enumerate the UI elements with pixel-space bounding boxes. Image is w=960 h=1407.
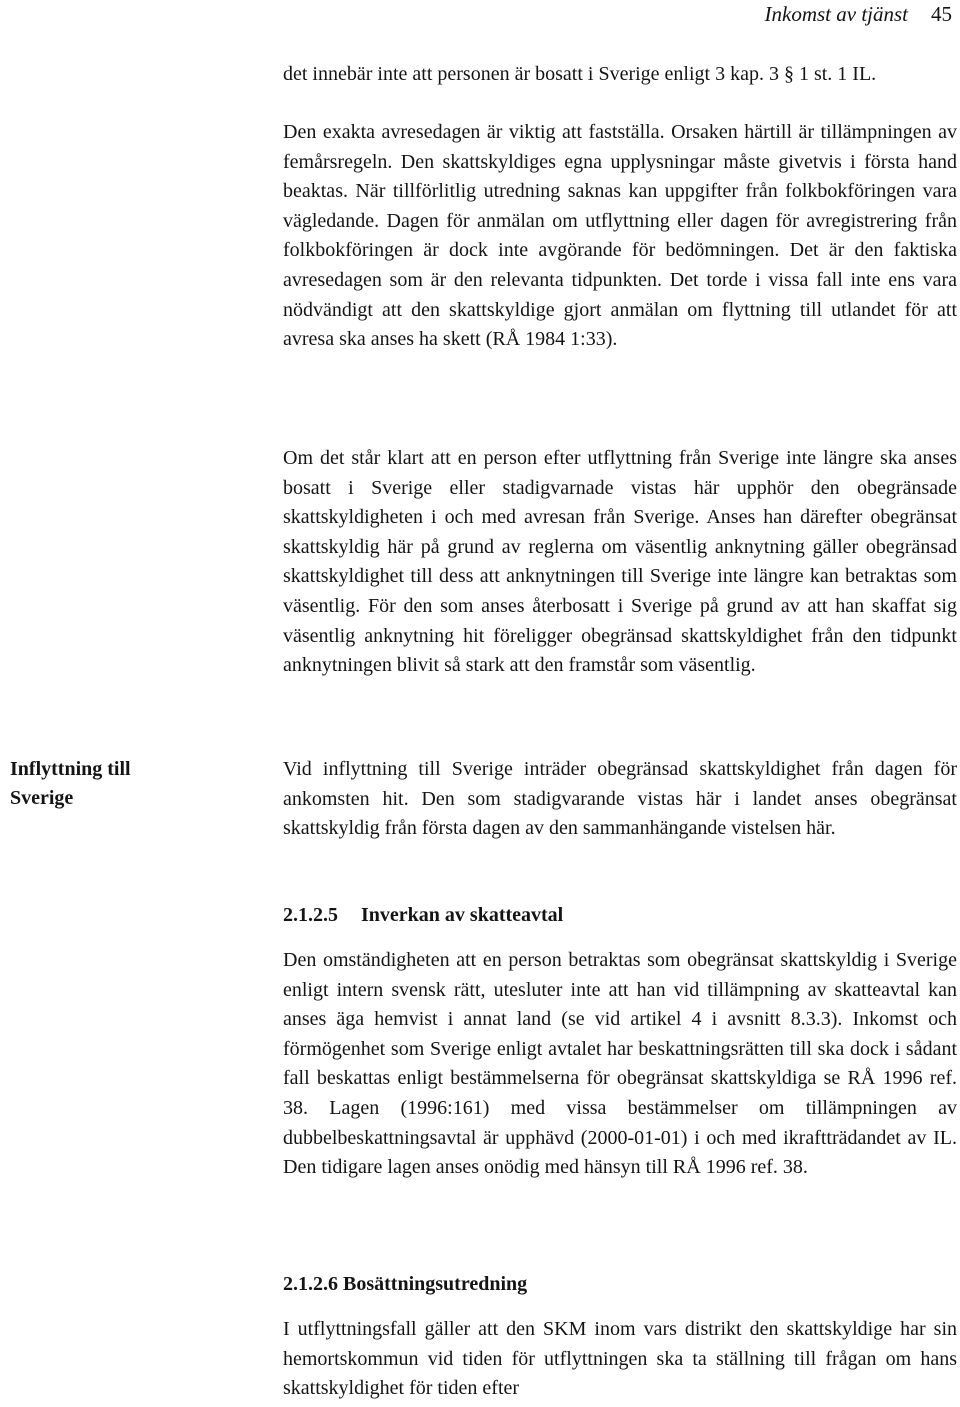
section-number: 2.1.2.6	[283, 1273, 338, 1295]
paragraph-2	[283, 118, 957, 355]
section-heading-2-1-2-6	[283, 1270, 957, 1300]
paragraph-5	[283, 946, 957, 1183]
paragraph-3	[283, 444, 957, 681]
paragraph-1-text: det innebär inte att personen är bosatt i Sverige enligt 3 kap. 3 § 1 st. 1 IL.	[283, 63, 877, 85]
margin-heading: Inflyttning till Sverige	[10, 758, 131, 809]
paragraph-5-text: Den omständigheten att en person betraktas som obegränsat skattskyldig i Sverige enligt intern svensk rätt, utesluter inte att han vid tillämpning av skatteavtal kan anses äga hemvist i annat land (se vid artikel 4 i avsnitt 8.3.3). Inkomst och förmögenhet som Sverige enligt avtalet har beskattningsrätten till ska dock i sådant fall beskattas enligt bestämmelserna för obegränsat skattskyldiga se RÅ 1996 ref. 38. Lagen (1996:161) med vissa bestämmelser om tillämpningen av dubbelbeskattningsavtal är upphävd (2000-01-01) i och med ikraftträdandet av IL. Den tidigare lagen anses onödig med hänsyn till RÅ 1996 ref. 38.	[283, 949, 957, 1179]
section-number: 2.1.2.5	[283, 904, 338, 926]
paragraph-4-text: Vid inflyttning till Sverige inträder obegränsad skattskyldighet från dagen för ankomsten hit. Den som stadigvarande vistas här i landet anses obegränsat skattskyldig från första dagen av den sammanhängande vistelsen här.	[283, 758, 957, 840]
section-heading-2-1-2-5	[283, 901, 957, 931]
paragraph-3-text: Om det står klart att en person efter utflyttning från Sverige inte längre ska anses bosatt i Sverige eller stadigvarnade vistas här upphör den obegränsade skattskyldigheten i och med avresan från Sverige. Anses han därefter obegränsat skattskyldig här på grund av reglerna om väsentlig anknytning gäller obegränsad skattskyldighet till dess att anknytningen till Sverige inte längre kan betraktas som väsentlig. För den som anses återbosatt i Sverige på grund av att han skaffat sig väsentlig anknytning hit föreligger obegränsad skattskyldighet från den tidpunkt anknytningen blivit så stark att den framstår som väsentlig.	[283, 447, 957, 677]
paragraph-2-text: Den exakta avresedagen är viktig att fastställa. Orsaken härtill är tillämpningen av femårsregeln. Den skattskyldiges egna upplysningar måste givetvis i första hand beaktas. När tillförlitlig utredning saknas kan uppgifter från folkbokföringen vara vägledande. Dagen för anmälan om utflyttning eller dagen för avregistrering från folkbokföringen är dock inte avgörande för bedömningen. Det är den faktiska avresedagen som är den relevanta tidpunkten. Det torde i vissa fall inte ens vara nödvändigt att den skattskyldige gjort anmälan om flyttning till utlandet för att avresa ska anses ha skett (RÅ 1984 1:33).	[283, 121, 957, 351]
paragraph-6-text: I utflyttningsfall gäller att den SKM inom vars distrikt den skattskyldige har sin hemortskommun vid tiden för utflyttningen ska ta ställning till frågan om hans skattskyldighet för tiden efter	[283, 1318, 957, 1400]
page-header	[0, 0, 960, 30]
page-number: 45	[931, 2, 952, 26]
paragraph-1	[283, 60, 957, 90]
paragraph-4	[283, 755, 957, 844]
section-title: Bosättningsutredning	[343, 1273, 528, 1295]
section-title: Inverkan av skatteavtal	[361, 904, 564, 926]
paragraph-6	[283, 1315, 957, 1404]
running-title: Inkomst av tjänst	[764, 2, 908, 26]
